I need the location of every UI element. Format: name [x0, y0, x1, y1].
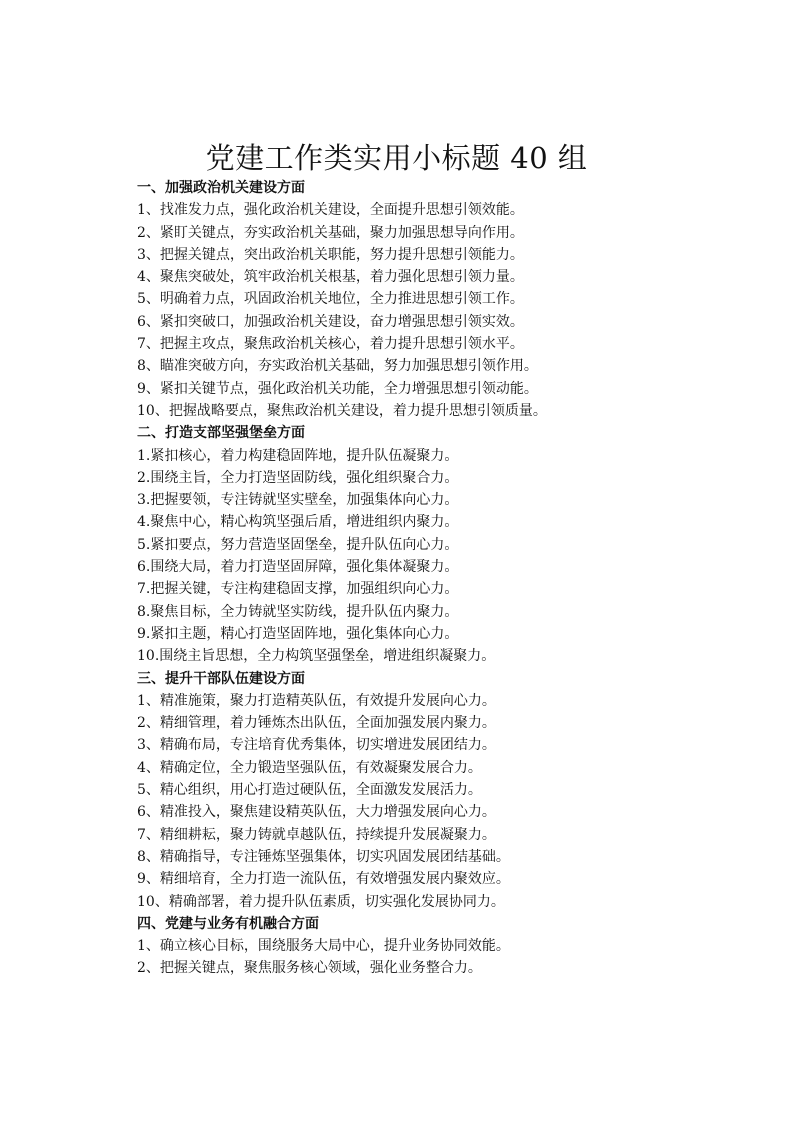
- list-item: 7.把握关键，专注构建稳固支撑，加强组织向心力。: [137, 581, 459, 598]
- list-item: 8.聚焦目标，全力铸就坚实防线，提升队伍内聚力。: [137, 603, 459, 620]
- list-item: 8、瞄准突破方向，夯实政治机关基础，努力加强思想引领作用。: [137, 358, 538, 375]
- section-heading: 三、提升干部队伍建设方面: [137, 670, 305, 687]
- list-item: 3、精确布局，专注培育优秀集体，切实增进发展团结力。: [137, 737, 496, 754]
- list-item: 4、精确定位，全力锻造坚强队伍，有效凝聚发展合力。: [137, 759, 482, 776]
- section-item-list: [137, 445, 757, 668]
- list-item: 9、精细培育，全力打造一流队伍，有效增强发展内聚效应。: [137, 871, 510, 888]
- section-cadre-team: [137, 668, 757, 913]
- section-heading: 一、加强政治机关建设方面: [137, 180, 305, 196]
- section-item-list: [137, 690, 757, 913]
- list-item: 9.紧扣主题，精心打造坚固阵地，强化集体向心力。: [137, 625, 459, 642]
- list-item: 3.把握要领，专注铸就坚实壁垒，加强集体向心力。: [137, 492, 459, 509]
- list-item: 5.紧扣要点，努力营造坚固堡垒，提升队伍向心力。: [137, 536, 459, 553]
- section-heading: 四、党建与业务有机融合方面: [137, 915, 319, 932]
- list-item: 4、聚焦突破处，筑牢政治机关根基，着力强化思想引领力量。: [137, 269, 524, 286]
- list-item: 1、找准发力点，强化政治机关建设，全面提升思想引领效能。: [137, 202, 524, 219]
- section-item-list: [137, 199, 757, 422]
- list-item: 1、精准施策，聚力打造精英队伍，有效提升发展向心力。: [137, 692, 496, 709]
- list-item: 2、紧盯关键点，夯实政治机关基础，聚力加强思想导向作用。: [137, 224, 524, 241]
- section-branch-fortress: [137, 422, 757, 667]
- list-item: 7、精细耕耘，聚力铸就卓越队伍，持续提升发展凝聚力。: [137, 826, 496, 843]
- document-title: 党建工作类实用小标题 40 组: [205, 141, 588, 175]
- list-item: 2、把握关键点，聚焦服务核心领域，强化业务整合力。: [137, 960, 482, 977]
- list-item: 7、把握主攻点，聚焦政治机关核心，着力提升思想引领水平。: [137, 336, 524, 353]
- list-item: 6、精准投入，聚焦建设精英队伍，大力增强发展向心力。: [137, 804, 496, 821]
- list-item: 8、精确指导，专注锤炼坚强集体，切实巩固发展团结基础。: [137, 848, 510, 865]
- list-item: 3、把握关键点，突出政治机关职能，努力提升思想引领能力。: [137, 246, 524, 263]
- list-item: 2.围绕主旨，全力打造坚固防线，强化组织聚合力。: [137, 469, 459, 486]
- section-political-organs: [137, 177, 757, 422]
- list-item: 4.聚焦中心，精心构筑坚强后盾，增进组织内聚力。: [137, 514, 459, 531]
- list-item: 1.紧扣核心，着力构建稳固阵地，提升队伍凝聚力。: [137, 447, 459, 464]
- section-party-business-integration: [137, 913, 757, 980]
- list-item: 1、确立核心目标，围绕服务大局中心，提升业务协同效能。: [137, 938, 510, 955]
- section-heading: 二、打造支部坚强堡垒方面: [137, 425, 305, 442]
- list-item: 10、把握战略要点，聚焦政治机关建设，着力提升思想引领质量。: [137, 402, 547, 419]
- list-item: 9、紧扣关键节点，强化政治机关功能，全力增强思想引领动能。: [137, 380, 538, 397]
- list-item: 2、精细管理，着力锤炼杰出队伍，全面加强发展内聚力。: [137, 715, 496, 732]
- list-item: 6.围绕大局，着力打造坚固屏障，强化集体凝聚力。: [137, 559, 459, 576]
- list-item: 6、紧扣突破口，加强政治机关建设，奋力增强思想引领实效。: [137, 313, 524, 330]
- section-item-list: [137, 935, 757, 980]
- list-item: 10.围绕主旨思想，全力构筑坚强堡垒，增进组织凝聚力。: [137, 648, 496, 665]
- list-item: 5、精心组织，用心打造过硬队伍，全面激发发展活力。: [137, 782, 482, 799]
- document-body: [137, 177, 757, 980]
- list-item: 10、精确部署，着力提升队伍素质，切实强化发展协同力。: [137, 893, 505, 910]
- list-item: 5、明确着力点，巩固政治机关地位，全力推进思想引领工作。: [137, 291, 524, 308]
